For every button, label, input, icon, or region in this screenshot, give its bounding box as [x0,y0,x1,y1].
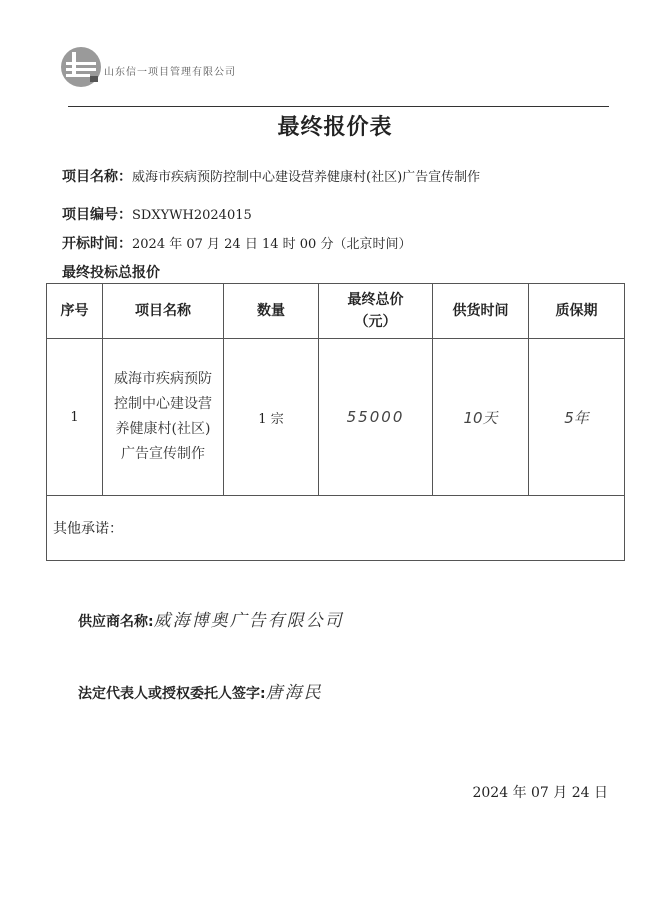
total-quote-label: 最终投标总报价 [62,265,160,281]
header-total-price: 最终总价（元） [319,284,433,339]
header-divider [68,106,609,107]
row-warranty: 5年 [529,339,625,496]
row-delivery-time: 10天 [433,339,529,496]
legal-rep-signature: 唐海民 [265,683,323,703]
other-commitments-label: 其他承诺： [47,496,625,561]
project-code-row [62,204,252,224]
quote-table [46,283,625,561]
supplier-label: 供应商名称: [78,614,154,630]
project-name-label: 项目名称： [62,169,132,185]
header-delivery-time: 供货时间 [433,284,529,339]
project-code-value: SDXYWH2024015 [132,208,252,223]
project-code-label: 项目编号： [62,207,132,223]
other-commitments-row [47,496,625,561]
company-header [60,46,250,88]
document-date: 2024 年 07 月 24 日 [472,785,608,801]
company-logo-icon [60,46,102,88]
bid-time-row [62,233,411,253]
supplier-signature: 威海博奥广告有限公司 [153,611,344,631]
row-project-name: 威海市疾病预防控制中心建设营养健康村(社区)广告宣传制作 [103,339,224,496]
project-name-value: 威海市疾病预防控制中心建设营养健康村(社区)广告宣传制作 [132,170,481,185]
project-name-row [62,166,480,186]
row-total-price: 55000 [319,339,433,496]
document-title: 最终报价表 [277,115,393,140]
legal-rep-row [78,678,323,703]
header-index: 序号 [47,284,103,339]
supplier-row [78,606,344,631]
bid-time-label: 开标时间： [62,236,132,252]
bid-time-value: 2024 年 07 月 24 日 14 时 00 分（北京时间） [132,237,412,252]
header-project-name: 项目名称 [103,284,224,339]
table-row [47,339,625,496]
legal-rep-label: 法定代表人或授权委托人签字: [78,686,266,702]
company-name: 山东信一项目管理有限公司 [104,67,236,78]
row-quantity: 1 宗 [224,339,319,496]
header-warranty: 质保期 [529,284,625,339]
table-header-row [47,284,625,339]
header-quantity: 数量 [224,284,319,339]
row-index: 1 [47,339,103,496]
